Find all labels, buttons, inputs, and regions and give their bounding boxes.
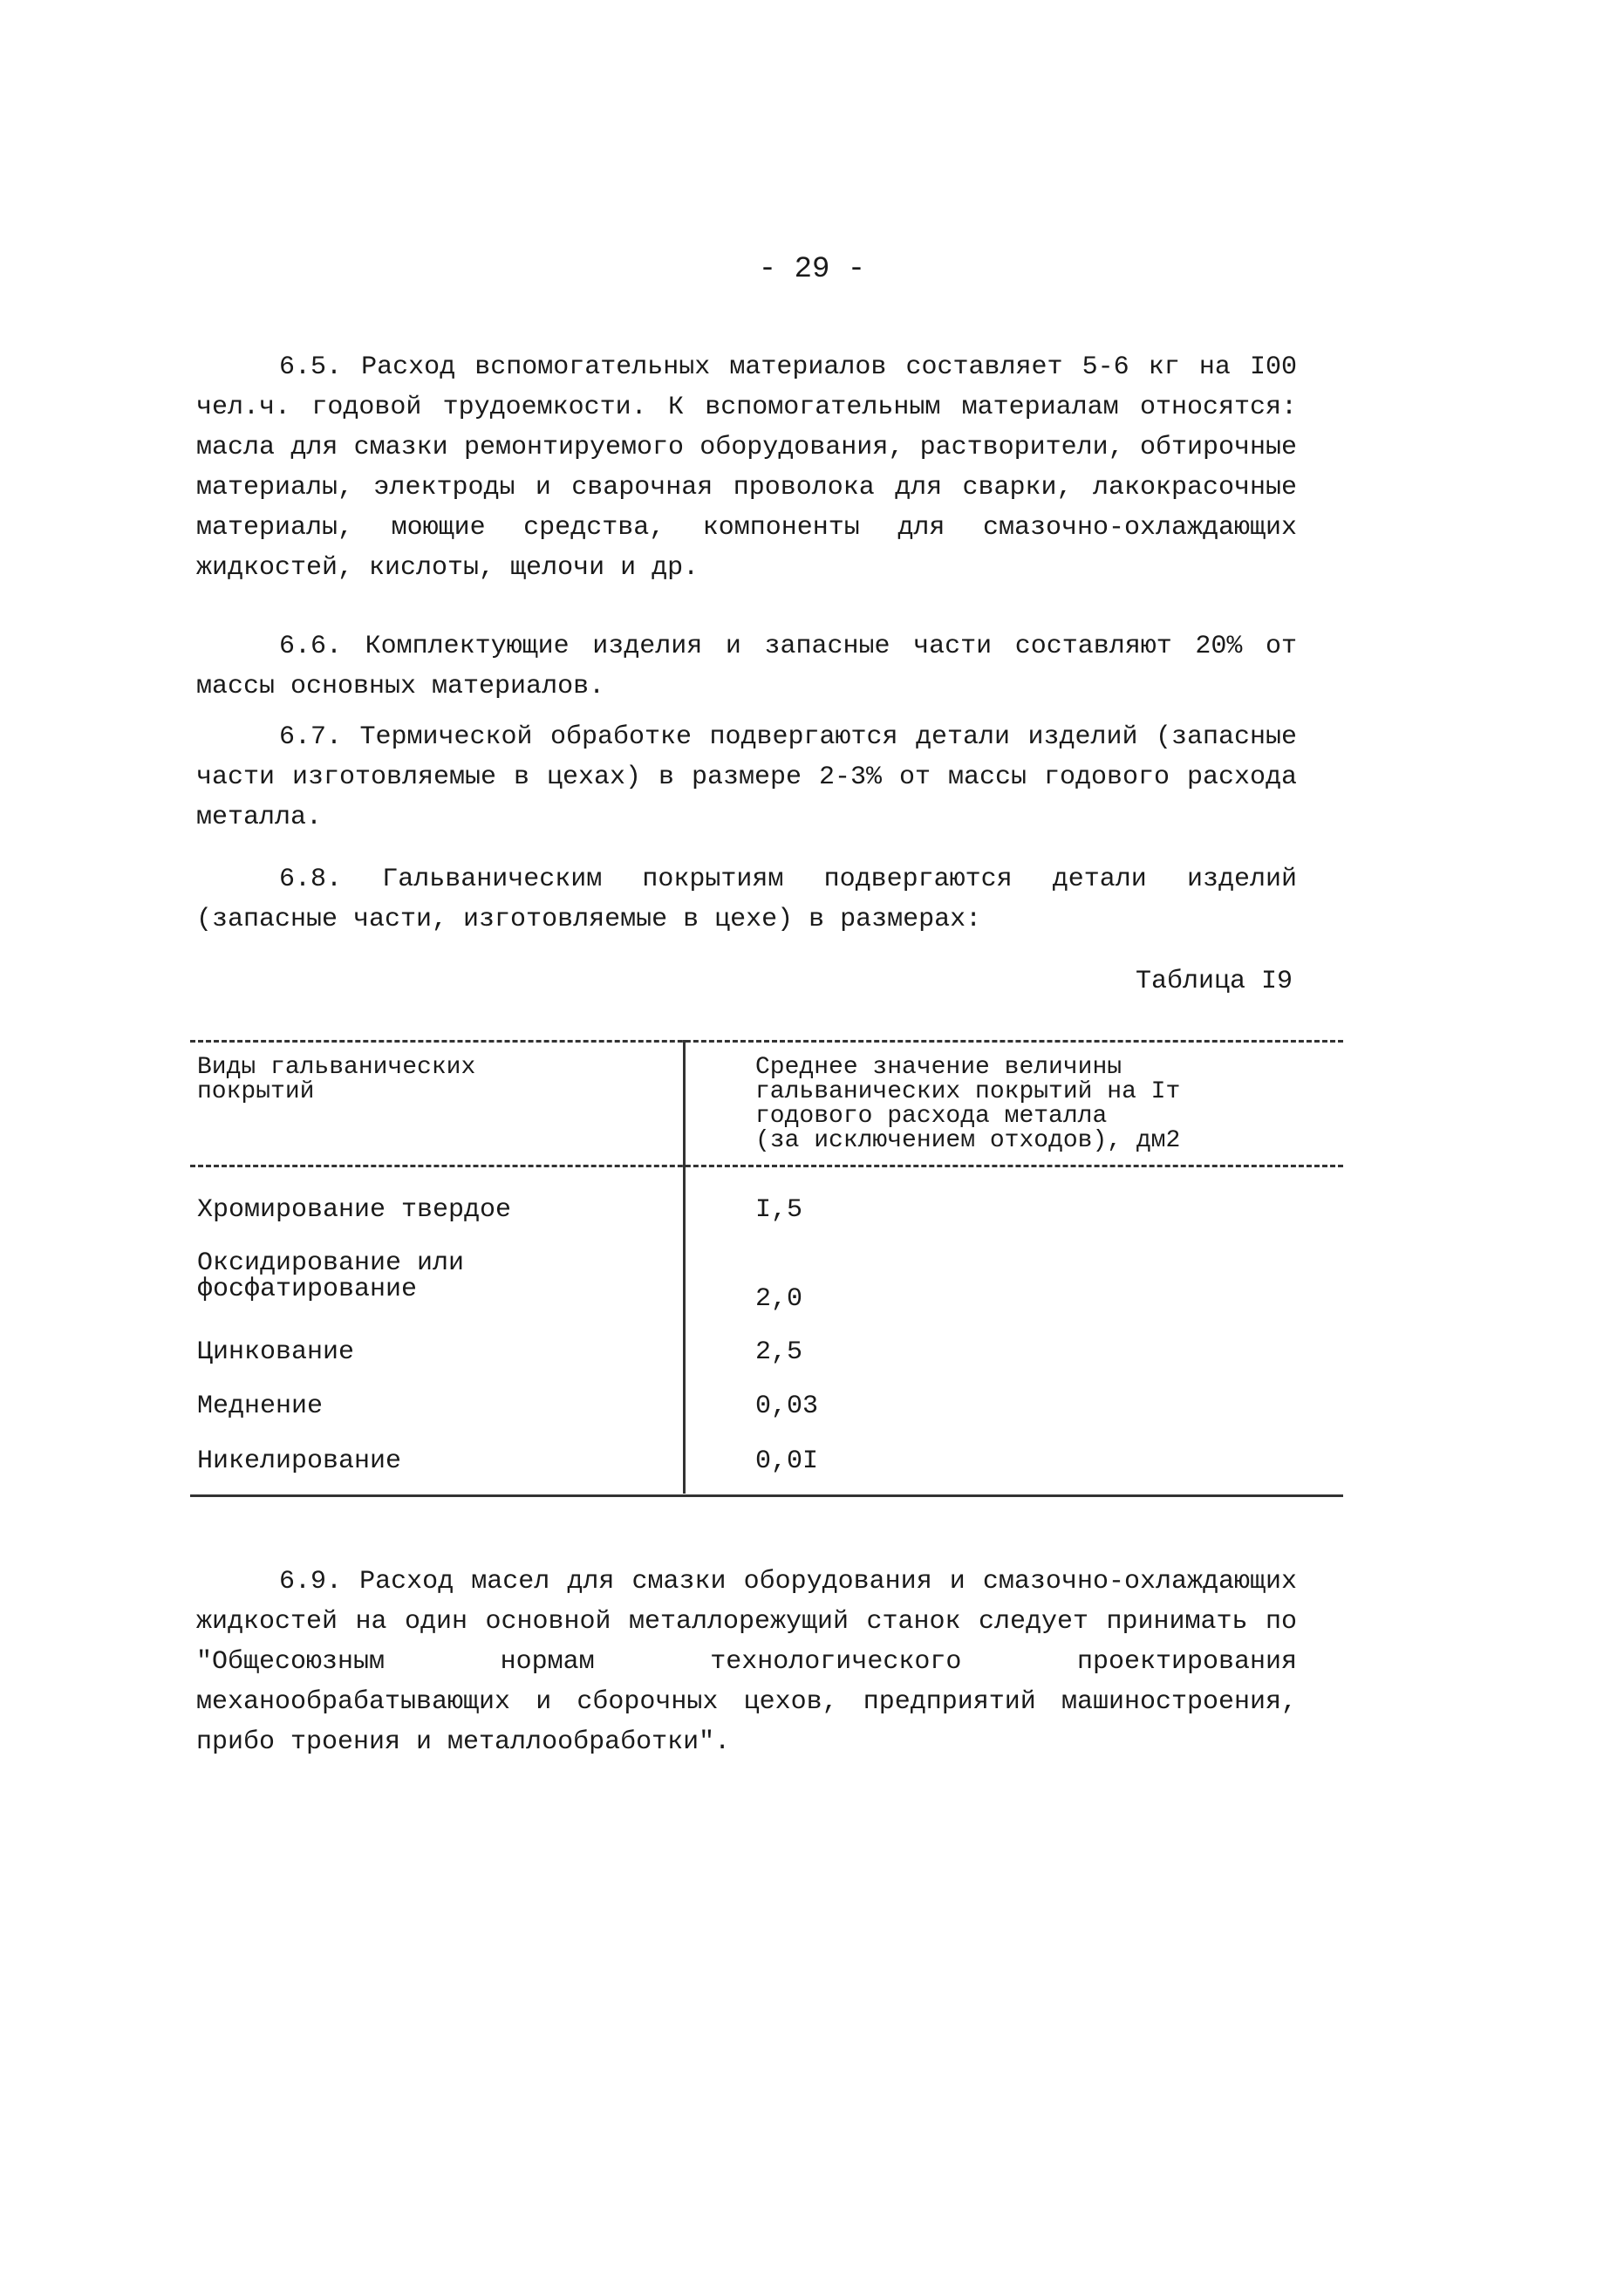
table-cell-coating-name: Оксидирование или фосфатирование <box>197 1248 465 1304</box>
paragraph-text: Термической обработке подвергаются детали изделий (запасные части изготовляемые в цехах) в размере 2-3% от массы годового расхода металла. <box>196 722 1297 832</box>
table-cell-value: I,5 <box>755 1195 803 1225</box>
paragraph-number: 6.8. <box>279 865 343 894</box>
table-header-rule <box>190 1165 1343 1167</box>
table-header-coating-type: Виды гальванических покрытий <box>197 1054 476 1105</box>
table-cell-value: 0,0I <box>755 1446 819 1476</box>
paragraph-6-6 <box>196 626 1297 707</box>
table-caption: Таблица I9 <box>1135 967 1293 996</box>
table-cell-value: 0,03 <box>755 1392 819 1421</box>
paragraph-number: 6.9. <box>279 1567 343 1597</box>
paragraph-text: Расход вспомогательных материалов составляет 5-6 кг на I00 чел.ч. годовой трудоемкости. К вспомогательным материалам относятся: масла для смазки ремонтируемого оборудования, растворители, обтирочные материалы, электроды и сварочная проволока для сварки, лакокрасочные материалы, моющие средства, компоненты для смазочно-охлаждающих жидкостей, кислоты, щелочи и др. <box>196 352 1297 583</box>
paragraph-text: Расход масел для смазки оборудования и смазочно-охлаждающих жидкостей на один основной металлорежущий станок следует принимать по "Общесоюзным нормам технологического проектирования механообрабатывающих и сборочных цехов, предприятий машиностроения, прибо троения и металлообработки". <box>196 1567 1297 1757</box>
paragraph-6-8 <box>196 859 1297 940</box>
table-cell-value: 2,5 <box>755 1337 803 1367</box>
table-cell-coating-name: Хромирование твердое <box>197 1195 512 1225</box>
table-cell-coating-name: Меднение <box>197 1392 324 1421</box>
table-top-rule <box>190 1040 1343 1043</box>
galvanic-coatings-table <box>190 1029 1343 1505</box>
paragraph-text: Гальваническим покрытиям подвергаются детали изделий (запасные части, изготовляемые в цехе) в размерах: <box>196 865 1297 934</box>
table-cell-value: 2,0 <box>755 1284 803 1314</box>
paragraph-6-5 <box>196 347 1297 588</box>
paragraph-number: 6.6. <box>279 632 343 661</box>
paragraph-text: Комплектующие изделия и запасные части составляют 20% от массы основных материалов. <box>196 632 1297 701</box>
paragraph-number: 6.5. <box>279 352 343 382</box>
table-bottom-rule <box>190 1494 1343 1497</box>
page-number: - 29 - <box>758 253 866 286</box>
table-cell-coating-name: Никелирование <box>197 1446 402 1476</box>
table-cell-coating-name: Цинкование <box>197 1337 355 1367</box>
paragraph-number: 6.7. <box>279 722 343 752</box>
paragraph-6-7 <box>196 717 1297 838</box>
table-header-average-value: Среднее значение величины гальванических покрытий на Iт годового расхода металла (за исключением отходов), дм2 <box>755 1054 1181 1154</box>
paragraph-6-9 <box>196 1562 1297 1762</box>
